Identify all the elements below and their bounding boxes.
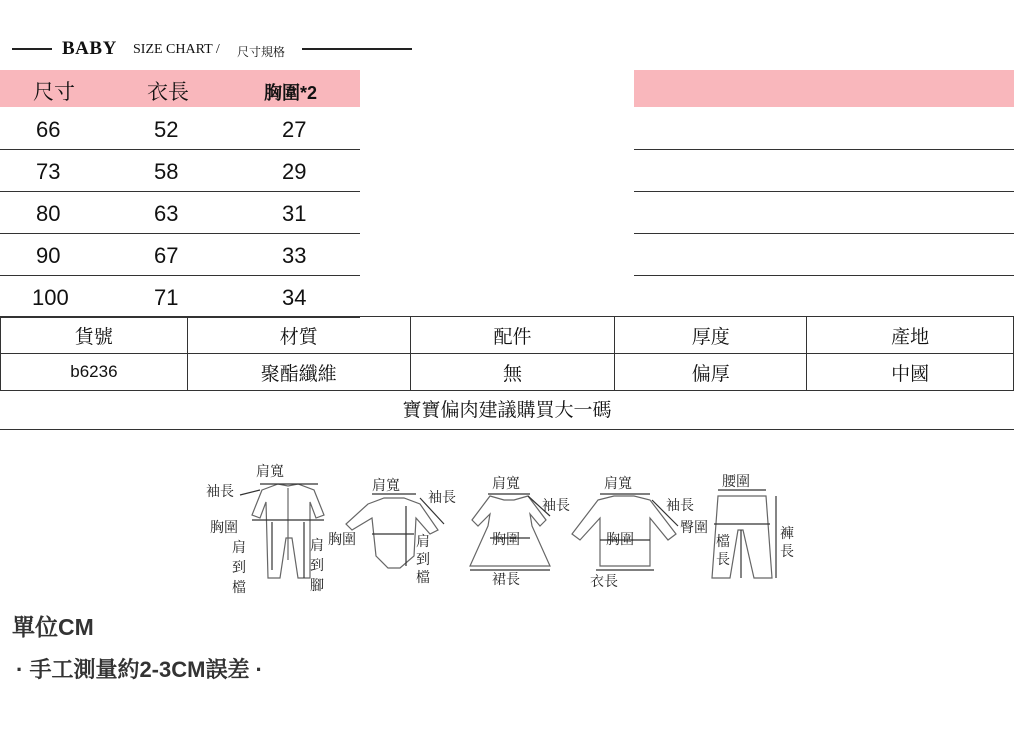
header-size-chart: SIZE CHART / [133, 42, 220, 57]
diagram-label: 肩 [310, 538, 324, 554]
size-row-divider [0, 275, 360, 276]
header-rule-right [302, 48, 412, 50]
info-header-cell: 厚度 [615, 317, 807, 354]
diagram-label: 胸圍 [492, 532, 520, 548]
diagram-label: 肩寬 [372, 478, 400, 494]
size-table-cell: 71 [154, 285, 179, 310]
size-table-cell: 63 [154, 201, 179, 226]
diagram-label: 檔 [416, 570, 430, 586]
diagram-label: 肩 [232, 540, 246, 556]
size-table-cell: 90 [36, 243, 61, 268]
size-row-divider [0, 191, 360, 192]
size-table-cell: 52 [154, 117, 179, 142]
length-col-header: 衣長 [147, 81, 189, 104]
info-header-cell: 材質 [187, 317, 410, 354]
size-row-divider-right [634, 149, 1014, 150]
diagram-label: 腳 [310, 578, 324, 594]
diagram-label: 到 [232, 560, 246, 576]
diagram-label: 袖長 [542, 498, 570, 514]
info-value-cell: 偏厚 [615, 354, 807, 391]
diagram-label: 袖長 [206, 484, 234, 500]
size-table-cell: 73 [36, 159, 61, 184]
size-table-cell: 33 [282, 243, 307, 268]
diagram-label: 肩寬 [256, 464, 284, 480]
info-value-cell: 聚酯纖維 [187, 354, 410, 391]
header-rule-left [12, 48, 52, 50]
info-value-cell: 中國 [807, 354, 1014, 391]
header-baby: BABY [62, 38, 117, 59]
diagram-label: 長 [780, 544, 794, 560]
size-row-divider-right [634, 233, 1014, 234]
diagram-label: 袖長 [428, 490, 456, 506]
diagram-label: 胸圍 [606, 532, 634, 548]
size-row-divider [0, 233, 360, 234]
size-table-cell: 29 [282, 159, 307, 184]
diagram-label: 到 [310, 558, 324, 574]
size-table-cell: 100 [32, 285, 69, 310]
info-header-cell: 產地 [807, 317, 1014, 354]
diagram-label: 肩寬 [604, 476, 632, 492]
chest-col-header: 胸圍*2 [264, 83, 318, 103]
diagram-label: 臀圍 [680, 520, 708, 536]
size-table-cell: 34 [282, 285, 307, 310]
diagram-label: 袖長 [666, 498, 694, 514]
info-header-row [1, 317, 1014, 354]
info-value-cell: b6236 [1, 354, 188, 391]
diagram-label: 長 [716, 552, 730, 568]
diagram-label: 腰圍 [722, 474, 750, 490]
size-table-cell: 66 [36, 117, 61, 142]
size-row-divider [0, 149, 360, 150]
diagram-label: 胸圍 [210, 520, 238, 536]
diagram-label: 到 [416, 552, 430, 568]
size-table-cell: 67 [154, 243, 179, 268]
size-row-divider-right [634, 275, 1014, 276]
size-table-header-band-right [634, 70, 1014, 107]
diagram-label: 褲 [780, 526, 794, 542]
info-header-cell: 貨號 [1, 317, 188, 354]
header-size-cn: 尺寸規格 [237, 45, 286, 59]
size-table-cell: 27 [282, 117, 307, 142]
size-table-cell: 58 [154, 159, 179, 184]
diagram-label: 肩寬 [492, 476, 520, 492]
size-table-cell: 31 [282, 201, 307, 226]
diagram-label: 胸圍 [328, 532, 356, 548]
diagram-label: 衣長 [590, 574, 618, 590]
product-info-table [0, 316, 1014, 391]
measurement-diagrams [200, 460, 800, 600]
info-header-cell: 配件 [410, 317, 615, 354]
info-value-cell: 無 [410, 354, 615, 391]
size-table-cell: 80 [36, 201, 61, 226]
diagram-label: 裙長 [492, 572, 520, 588]
measurement-error-note: · 手工測量約2-3CM誤差 · [16, 657, 263, 682]
unit-label: 單位CM [12, 614, 94, 640]
size-row-divider-right [634, 191, 1014, 192]
diagram-label: 檔 [716, 534, 730, 550]
info-value-row [1, 354, 1014, 391]
diagram-label: 肩 [416, 534, 430, 550]
diagram-label: 檔 [232, 580, 246, 596]
size-col-header: 尺寸 [33, 81, 75, 104]
size-advice-note: 寶寶偏肉建議購買大一碼 [0, 392, 1014, 430]
